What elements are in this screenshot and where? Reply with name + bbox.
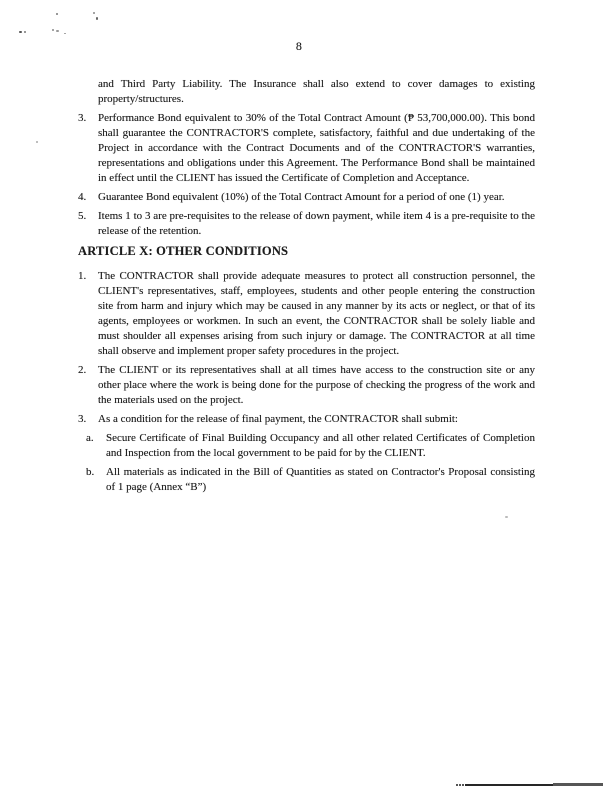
sub-item-occupancy-certificate — [86, 431, 535, 461]
list-item-site-access — [78, 363, 535, 408]
item-text: Performance Bond equivalent to 30% of the Total Contract Amount (₱ 53,700,000.00). This bond shall guarantee the CONTRACTOR'S complete, satisfactory, faithful and due undertaking of the Project in accordance with the Contract Documents and of the CONTRACTOR'S warranties, representations and obligations under this Agreement. The Performance Bond shall be maintained in effect until the CLIENT has issued the Certificate of Completion and Acceptance. — [98, 112, 535, 184]
sub-item-letter: a. — [86, 432, 94, 444]
list-item-prerequisites — [78, 209, 535, 239]
scan-speck — [64, 33, 66, 34]
sub-item-text: Secure Certificate of Final Building Occupancy and all other related Certificates of Completion and Inspection from the local government to be paid for by the CLIENT. — [106, 432, 535, 459]
scan-speck — [56, 13, 58, 15]
paragraph-insurance-continuation: and Third Party Liability. The Insurance shall also extend to cover damages to existing property/structures. — [98, 78, 535, 105]
item-text: As a condition for the release of final payment, the CONTRACTOR shall submit: — [98, 413, 458, 425]
item-number: 3. — [78, 112, 87, 124]
sub-item-letter: b. — [86, 466, 95, 478]
scan-speck — [96, 17, 98, 20]
scan-speck — [93, 12, 95, 14]
list-item-safety-measures — [78, 269, 535, 359]
scan-artifact-line-light — [553, 783, 603, 786]
scan-speck — [36, 141, 38, 143]
scan-speck — [56, 30, 59, 32]
scan-speck — [52, 29, 54, 31]
scan-speck — [505, 516, 508, 518]
item-number: 1. — [78, 270, 87, 282]
sub-item-text: All materials as indicated in the Bill of Quantities as stated on Contractor's Proposal consisting of 1 page (Annex “B”) — [106, 466, 535, 493]
item-text: Guarantee Bond equivalent (10%) of the Total Contract Amount for a period of one (1) year. — [98, 191, 505, 203]
item-number: 3. — [78, 413, 87, 425]
item-number: 4. — [78, 191, 87, 203]
sub-item-bill-of-quantities — [86, 465, 535, 495]
page-number: 8 — [295, 39, 303, 53]
scan-speck — [24, 31, 26, 33]
list-item-final-payment-condition — [78, 412, 535, 427]
item-text: The CLIENT or its representatives shall at all times have access to the construction site or any other place where the work is being done for the purpose of checking the progress of the work and the materials used on the project. — [98, 364, 535, 406]
list-item-performance-bond — [78, 111, 535, 186]
article-x-heading: ARTICLE X: OTHER CONDITIONS — [78, 244, 289, 258]
item-number: 5. — [78, 210, 87, 222]
page-content — [78, 77, 535, 499]
item-text: The CONTRACTOR shall provide adequate measures to protect all construction personnel, the CLIENT's representatives, staff, employees, students and other people entering the construction site from harm and injury which may be caused in any manner by its acts or neglect, or that of its agents, employees or workmen. In such an event, the CONTRACTOR shall be solely liable and must shoulder all expenses arising from such injury or damage. The CONTRACTOR at all time shall observe and implement proper safety procedures in the project. — [98, 270, 535, 357]
item-number: 2. — [78, 364, 87, 376]
scan-artifact-line — [465, 784, 556, 786]
scan-speck — [19, 31, 22, 33]
list-item-guarantee-bond — [78, 190, 535, 205]
item-text: Items 1 to 3 are pre-requisites to the release of down payment, while item 4 is a pre-requisite to the release of the retention. — [98, 210, 535, 237]
